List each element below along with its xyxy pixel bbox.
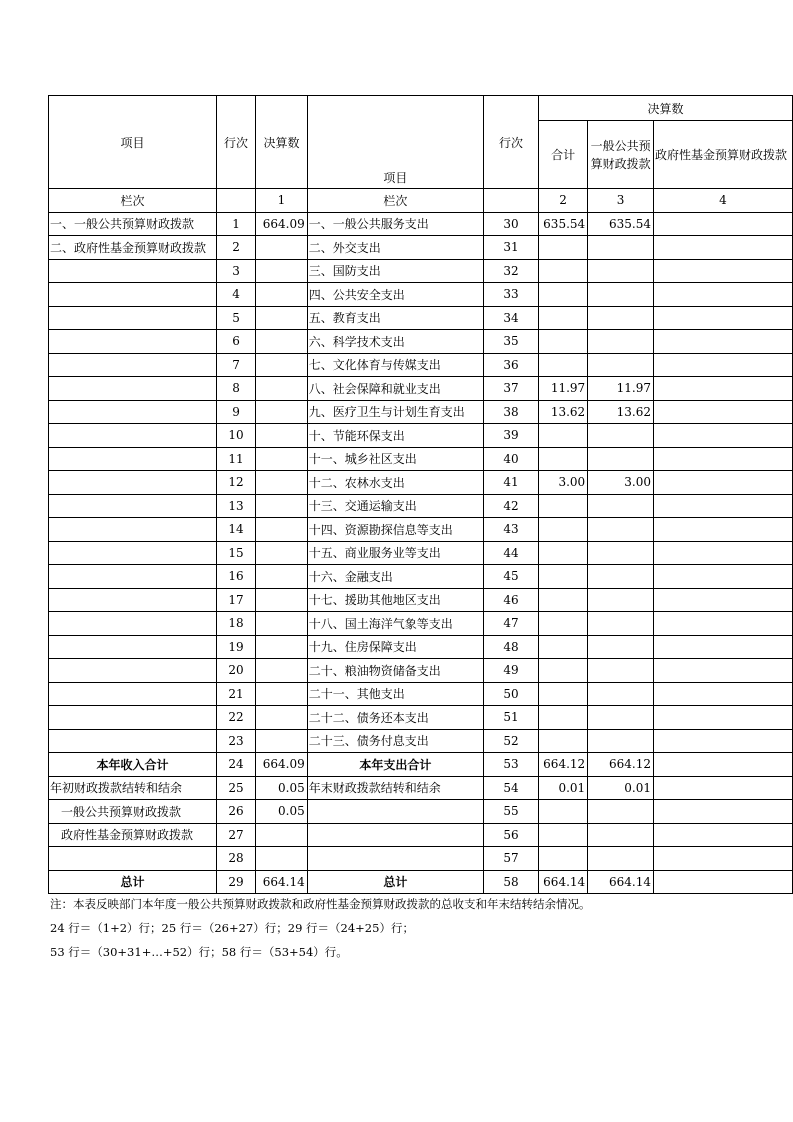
income-row-no: 29 bbox=[216, 870, 255, 894]
income-final-amount bbox=[256, 541, 308, 565]
expense-fund-budget bbox=[653, 518, 792, 542]
table-row bbox=[49, 776, 793, 800]
expense-item-name bbox=[307, 847, 483, 871]
income-row-no: 17 bbox=[216, 588, 255, 612]
expense-item-name: 十八、国土海洋气象等支出 bbox=[307, 612, 483, 636]
income-row-no: 6 bbox=[216, 330, 255, 354]
expense-row-no: 57 bbox=[484, 847, 539, 871]
expense-item-name: 十五、商业服务业等支出 bbox=[307, 541, 483, 565]
expense-row-no: 46 bbox=[484, 588, 539, 612]
table-row bbox=[49, 306, 793, 330]
expense-row-no: 45 bbox=[484, 565, 539, 589]
expense-general-budget bbox=[588, 659, 654, 683]
expense-fund-budget bbox=[653, 612, 792, 636]
income-row-no: 7 bbox=[216, 353, 255, 377]
expense-item-name: 年末财政拨款结转和结余 bbox=[307, 776, 483, 800]
expense-general-budget bbox=[588, 283, 654, 307]
expense-general-budget bbox=[588, 494, 654, 518]
expense-row-no: 47 bbox=[484, 612, 539, 636]
expense-fund-budget bbox=[653, 471, 792, 495]
income-item-name bbox=[49, 635, 217, 659]
header-item-left: 项目 bbox=[49, 96, 217, 189]
table-row bbox=[49, 400, 793, 424]
expense-general-budget bbox=[588, 541, 654, 565]
expense-fund-budget bbox=[653, 776, 792, 800]
expense-total bbox=[539, 541, 588, 565]
income-row-no: 24 bbox=[216, 753, 255, 777]
column-label-blank bbox=[484, 189, 539, 213]
table-notes bbox=[50, 892, 591, 964]
expense-general-budget bbox=[588, 424, 654, 448]
expense-total bbox=[539, 706, 588, 730]
expense-row-no: 53 bbox=[484, 753, 539, 777]
income-row-no: 25 bbox=[216, 776, 255, 800]
expense-total bbox=[539, 494, 588, 518]
expense-row-no: 56 bbox=[484, 823, 539, 847]
expense-item-name: 十六、金融支出 bbox=[307, 565, 483, 589]
expense-item-name bbox=[307, 800, 483, 824]
expense-total bbox=[539, 306, 588, 330]
expense-row-no: 55 bbox=[484, 800, 539, 824]
expense-fund-budget bbox=[653, 659, 792, 683]
table-row bbox=[49, 682, 793, 706]
income-final-amount bbox=[256, 659, 308, 683]
table-row bbox=[49, 541, 793, 565]
income-item-name bbox=[49, 471, 217, 495]
income-final-amount bbox=[256, 612, 308, 636]
expense-item-name: 二十二、债务还本支出 bbox=[307, 706, 483, 730]
expense-general-budget bbox=[588, 800, 654, 824]
expense-row-no: 49 bbox=[484, 659, 539, 683]
expense-fund-budget bbox=[653, 706, 792, 730]
income-final-amount: 664.09 bbox=[256, 212, 308, 236]
table-row bbox=[49, 471, 793, 495]
income-item-name bbox=[49, 424, 217, 448]
expense-total bbox=[539, 612, 588, 636]
expense-total bbox=[539, 682, 588, 706]
expense-total bbox=[539, 518, 588, 542]
table-row bbox=[49, 588, 793, 612]
expense-general-budget bbox=[588, 306, 654, 330]
table-row bbox=[49, 494, 793, 518]
table-row bbox=[49, 212, 793, 236]
income-final-amount bbox=[256, 471, 308, 495]
expense-general-budget: 13.62 bbox=[588, 400, 654, 424]
expense-row-no: 31 bbox=[484, 236, 539, 260]
income-item-name bbox=[49, 612, 217, 636]
expense-row-no: 32 bbox=[484, 259, 539, 283]
table-row bbox=[49, 447, 793, 471]
expense-fund-budget bbox=[653, 823, 792, 847]
expense-fund-budget bbox=[653, 870, 792, 894]
income-item-name: 本年收入合计 bbox=[49, 753, 217, 777]
income-row-no: 23 bbox=[216, 729, 255, 753]
expense-fund-budget bbox=[653, 283, 792, 307]
expense-general-budget bbox=[588, 259, 654, 283]
expense-general-budget bbox=[588, 353, 654, 377]
table-row bbox=[49, 565, 793, 589]
expense-item-name: 十七、援助其他地区支出 bbox=[307, 588, 483, 612]
expense-total bbox=[539, 823, 588, 847]
column-number-1: 1 bbox=[256, 189, 308, 213]
income-row-no: 10 bbox=[216, 424, 255, 448]
income-item-name: 一般公共预算财政拨款 bbox=[49, 800, 217, 824]
note-line: 注：本表反映部门本年度一般公共预算财政拨款和政府性基金预算财政拨款的总收支和年末结转结余情况。 bbox=[50, 897, 591, 911]
expense-item-name: 九、医疗卫生与计划生育支出 bbox=[307, 400, 483, 424]
income-row-no: 20 bbox=[216, 659, 255, 683]
expense-item-name: 十四、资源勘探信息等支出 bbox=[307, 518, 483, 542]
income-final-amount bbox=[256, 424, 308, 448]
column-number-2: 2 bbox=[539, 189, 588, 213]
expense-general-budget: 3.00 bbox=[588, 471, 654, 495]
expense-total: 664.14 bbox=[539, 870, 588, 894]
expense-general-budget bbox=[588, 847, 654, 871]
table-row bbox=[49, 283, 793, 307]
expense-fund-budget bbox=[653, 236, 792, 260]
income-item-name bbox=[49, 400, 217, 424]
expense-general-budget bbox=[588, 330, 654, 354]
expense-general-budget bbox=[588, 565, 654, 589]
income-row-no: 22 bbox=[216, 706, 255, 730]
income-item-name bbox=[49, 565, 217, 589]
expense-general-budget bbox=[588, 236, 654, 260]
column-number-4: 4 bbox=[653, 189, 792, 213]
expense-item-name: 一、一般公共服务支出 bbox=[307, 212, 483, 236]
expense-general-budget: 0.01 bbox=[588, 776, 654, 800]
income-item-name bbox=[49, 659, 217, 683]
income-final-amount bbox=[256, 706, 308, 730]
income-final-amount: 0.05 bbox=[256, 800, 308, 824]
expense-fund-budget bbox=[653, 588, 792, 612]
income-row-no: 14 bbox=[216, 518, 255, 542]
expense-total: 13.62 bbox=[539, 400, 588, 424]
fiscal-appropriation-table bbox=[48, 95, 793, 894]
table-row bbox=[49, 847, 793, 871]
column-number-3: 3 bbox=[588, 189, 654, 213]
income-final-amount bbox=[256, 400, 308, 424]
expense-row-no: 40 bbox=[484, 447, 539, 471]
expense-row-no: 44 bbox=[484, 541, 539, 565]
expense-total bbox=[539, 330, 588, 354]
income-final-amount bbox=[256, 377, 308, 401]
income-item-name bbox=[49, 706, 217, 730]
table-body bbox=[49, 212, 793, 894]
expense-row-no: 35 bbox=[484, 330, 539, 354]
expense-general-budget bbox=[588, 706, 654, 730]
income-final-amount bbox=[256, 306, 308, 330]
income-final-amount bbox=[256, 588, 308, 612]
expense-row-no: 34 bbox=[484, 306, 539, 330]
expense-total bbox=[539, 447, 588, 471]
header-item-right: 项目 bbox=[307, 96, 483, 189]
income-final-amount bbox=[256, 635, 308, 659]
table-row bbox=[49, 236, 793, 260]
income-row-no: 19 bbox=[216, 635, 255, 659]
income-final-amount bbox=[256, 847, 308, 871]
income-item-name bbox=[49, 330, 217, 354]
expense-item-name: 八、社会保障和就业支出 bbox=[307, 377, 483, 401]
income-row-no: 28 bbox=[216, 847, 255, 871]
table-row bbox=[49, 612, 793, 636]
expense-fund-budget bbox=[653, 494, 792, 518]
expense-item-name: 四、公共安全支出 bbox=[307, 283, 483, 307]
expense-item-name: 十二、农林水支出 bbox=[307, 471, 483, 495]
income-item-name bbox=[49, 306, 217, 330]
expense-general-budget bbox=[588, 823, 654, 847]
column-label-right: 栏次 bbox=[307, 189, 483, 213]
expense-fund-budget bbox=[653, 353, 792, 377]
expense-total: 3.00 bbox=[539, 471, 588, 495]
table-row bbox=[49, 635, 793, 659]
note-line: 24 行＝（1+2）行；25 行＝（26+27）行；29 行＝（24+25）行； bbox=[50, 921, 414, 935]
header-general-budget: 一般公共预算财政拨款 bbox=[588, 121, 654, 189]
table-row bbox=[49, 259, 793, 283]
table-row bbox=[49, 753, 793, 777]
expense-row-no: 54 bbox=[484, 776, 539, 800]
expense-total bbox=[539, 565, 588, 589]
income-row-no: 12 bbox=[216, 471, 255, 495]
expense-row-no: 48 bbox=[484, 635, 539, 659]
expense-total bbox=[539, 424, 588, 448]
expense-total: 11.97 bbox=[539, 377, 588, 401]
income-row-no: 4 bbox=[216, 283, 255, 307]
expense-total bbox=[539, 635, 588, 659]
income-final-amount bbox=[256, 682, 308, 706]
income-item-name bbox=[49, 682, 217, 706]
income-final-amount: 664.14 bbox=[256, 870, 308, 894]
expense-item-name: 七、文化体育与传媒支出 bbox=[307, 353, 483, 377]
expense-general-budget bbox=[588, 682, 654, 706]
column-label-blank bbox=[216, 189, 255, 213]
income-item-name: 二、政府性基金预算财政拨款 bbox=[49, 236, 217, 260]
expense-total bbox=[539, 729, 588, 753]
income-final-amount bbox=[256, 236, 308, 260]
expense-general-budget bbox=[588, 447, 654, 471]
income-row-no: 3 bbox=[216, 259, 255, 283]
income-item-name bbox=[49, 283, 217, 307]
expense-row-no: 41 bbox=[484, 471, 539, 495]
expense-total bbox=[539, 800, 588, 824]
expense-row-no: 30 bbox=[484, 212, 539, 236]
expense-fund-budget bbox=[653, 847, 792, 871]
header-final-amount: 决算数 bbox=[256, 96, 308, 189]
income-item-name bbox=[49, 377, 217, 401]
expense-row-no: 37 bbox=[484, 377, 539, 401]
expense-item-name: 十九、住房保障支出 bbox=[307, 635, 483, 659]
expense-item-name: 二十、粮油物资储备支出 bbox=[307, 659, 483, 683]
expense-general-budget bbox=[588, 588, 654, 612]
income-row-no: 5 bbox=[216, 306, 255, 330]
expense-item-name: 本年支出合计 bbox=[307, 753, 483, 777]
income-item-name bbox=[49, 353, 217, 377]
header-row-no-left: 行次 bbox=[216, 96, 255, 189]
expense-row-no: 38 bbox=[484, 400, 539, 424]
expense-total: 664.12 bbox=[539, 753, 588, 777]
table-row bbox=[49, 424, 793, 448]
column-label-left: 栏次 bbox=[49, 189, 217, 213]
income-item-name bbox=[49, 494, 217, 518]
expense-item-name: 二、外交支出 bbox=[307, 236, 483, 260]
expense-total bbox=[539, 847, 588, 871]
income-item-name bbox=[49, 541, 217, 565]
expense-item-name: 二十一、其他支出 bbox=[307, 682, 483, 706]
expense-total bbox=[539, 259, 588, 283]
expense-fund-budget bbox=[653, 635, 792, 659]
income-row-no: 16 bbox=[216, 565, 255, 589]
expense-row-no: 52 bbox=[484, 729, 539, 753]
income-row-no: 2 bbox=[216, 236, 255, 260]
expense-item-name: 总计 bbox=[307, 870, 483, 894]
income-final-amount bbox=[256, 565, 308, 589]
income-item-name: 政府性基金预算财政拨款 bbox=[49, 823, 217, 847]
income-row-no: 26 bbox=[216, 800, 255, 824]
expense-row-no: 36 bbox=[484, 353, 539, 377]
expense-fund-budget bbox=[653, 447, 792, 471]
income-item-name bbox=[49, 588, 217, 612]
table-row bbox=[49, 377, 793, 401]
table-row bbox=[49, 870, 793, 894]
expense-fund-budget bbox=[653, 541, 792, 565]
table-row bbox=[49, 518, 793, 542]
expense-total bbox=[539, 353, 588, 377]
header-total: 合计 bbox=[539, 121, 588, 189]
expense-item-name: 十一、城乡社区支出 bbox=[307, 447, 483, 471]
income-item-name: 总计 bbox=[49, 870, 217, 894]
income-final-amount bbox=[256, 447, 308, 471]
note-line: 53 行＝（30+31+…+52）行；58 行＝（53+54）行。 bbox=[50, 945, 348, 959]
expense-fund-budget bbox=[653, 753, 792, 777]
expense-fund-budget bbox=[653, 306, 792, 330]
income-item-name: 一、一般公共预算财政拨款 bbox=[49, 212, 217, 236]
income-final-amount bbox=[256, 259, 308, 283]
expense-row-no: 42 bbox=[484, 494, 539, 518]
income-item-name bbox=[49, 729, 217, 753]
income-final-amount bbox=[256, 823, 308, 847]
income-row-no: 1 bbox=[216, 212, 255, 236]
expense-total bbox=[539, 283, 588, 307]
expense-item-name: 十、节能环保支出 bbox=[307, 424, 483, 448]
expense-total bbox=[539, 236, 588, 260]
income-final-amount bbox=[256, 353, 308, 377]
expense-general-budget bbox=[588, 635, 654, 659]
expense-row-no: 39 bbox=[484, 424, 539, 448]
expense-fund-budget bbox=[653, 565, 792, 589]
income-final-amount bbox=[256, 518, 308, 542]
expense-item-name: 三、国防支出 bbox=[307, 259, 483, 283]
expense-fund-budget bbox=[653, 259, 792, 283]
expense-item-name: 六、科学技术支出 bbox=[307, 330, 483, 354]
table-row bbox=[49, 659, 793, 683]
income-row-no: 21 bbox=[216, 682, 255, 706]
income-item-name bbox=[49, 259, 217, 283]
table-row bbox=[49, 823, 793, 847]
header-final-amount-group: 决算数 bbox=[539, 96, 793, 121]
expense-general-budget: 11.97 bbox=[588, 377, 654, 401]
income-row-no: 13 bbox=[216, 494, 255, 518]
table-row bbox=[49, 800, 793, 824]
income-row-no: 18 bbox=[216, 612, 255, 636]
income-row-no: 11 bbox=[216, 447, 255, 471]
income-row-no: 15 bbox=[216, 541, 255, 565]
expense-row-no: 58 bbox=[484, 870, 539, 894]
expense-total: 0.01 bbox=[539, 776, 588, 800]
expense-fund-budget bbox=[653, 377, 792, 401]
income-final-amount: 664.09 bbox=[256, 753, 308, 777]
income-final-amount bbox=[256, 330, 308, 354]
table-row bbox=[49, 706, 793, 730]
expense-fund-budget bbox=[653, 682, 792, 706]
table-row bbox=[49, 330, 793, 354]
expense-fund-budget bbox=[653, 330, 792, 354]
table-row bbox=[49, 729, 793, 753]
expense-row-no: 43 bbox=[484, 518, 539, 542]
expense-general-budget bbox=[588, 729, 654, 753]
expense-total bbox=[539, 659, 588, 683]
expense-fund-budget bbox=[653, 424, 792, 448]
expense-general-budget: 635.54 bbox=[588, 212, 654, 236]
income-final-amount bbox=[256, 494, 308, 518]
expense-row-no: 51 bbox=[484, 706, 539, 730]
income-final-amount: 0.05 bbox=[256, 776, 308, 800]
expense-general-budget bbox=[588, 518, 654, 542]
table-row bbox=[49, 353, 793, 377]
income-row-no: 27 bbox=[216, 823, 255, 847]
income-item-name bbox=[49, 518, 217, 542]
expense-total bbox=[539, 588, 588, 612]
header-row-no-right: 行次 bbox=[484, 96, 539, 189]
income-item-name bbox=[49, 847, 217, 871]
expense-general-budget: 664.14 bbox=[588, 870, 654, 894]
income-row-no: 8 bbox=[216, 377, 255, 401]
expense-total: 635.54 bbox=[539, 212, 588, 236]
expense-item-name: 五、教育支出 bbox=[307, 306, 483, 330]
expense-item-name bbox=[307, 823, 483, 847]
expense-item-name: 二十三、债务付息支出 bbox=[307, 729, 483, 753]
income-row-no: 9 bbox=[216, 400, 255, 424]
expense-row-no: 50 bbox=[484, 682, 539, 706]
expense-general-budget: 664.12 bbox=[588, 753, 654, 777]
expense-item-name: 十三、交通运输支出 bbox=[307, 494, 483, 518]
expense-general-budget bbox=[588, 612, 654, 636]
header-fund-budget: 政府性基金预算财政拨款 bbox=[653, 121, 792, 189]
expense-fund-budget bbox=[653, 729, 792, 753]
income-final-amount bbox=[256, 283, 308, 307]
expense-fund-budget bbox=[653, 400, 792, 424]
expense-fund-budget bbox=[653, 212, 792, 236]
income-item-name bbox=[49, 447, 217, 471]
expense-fund-budget bbox=[653, 800, 792, 824]
income-final-amount bbox=[256, 729, 308, 753]
expense-row-no: 33 bbox=[484, 283, 539, 307]
income-item-name: 年初财政拨款结转和结余 bbox=[49, 776, 217, 800]
